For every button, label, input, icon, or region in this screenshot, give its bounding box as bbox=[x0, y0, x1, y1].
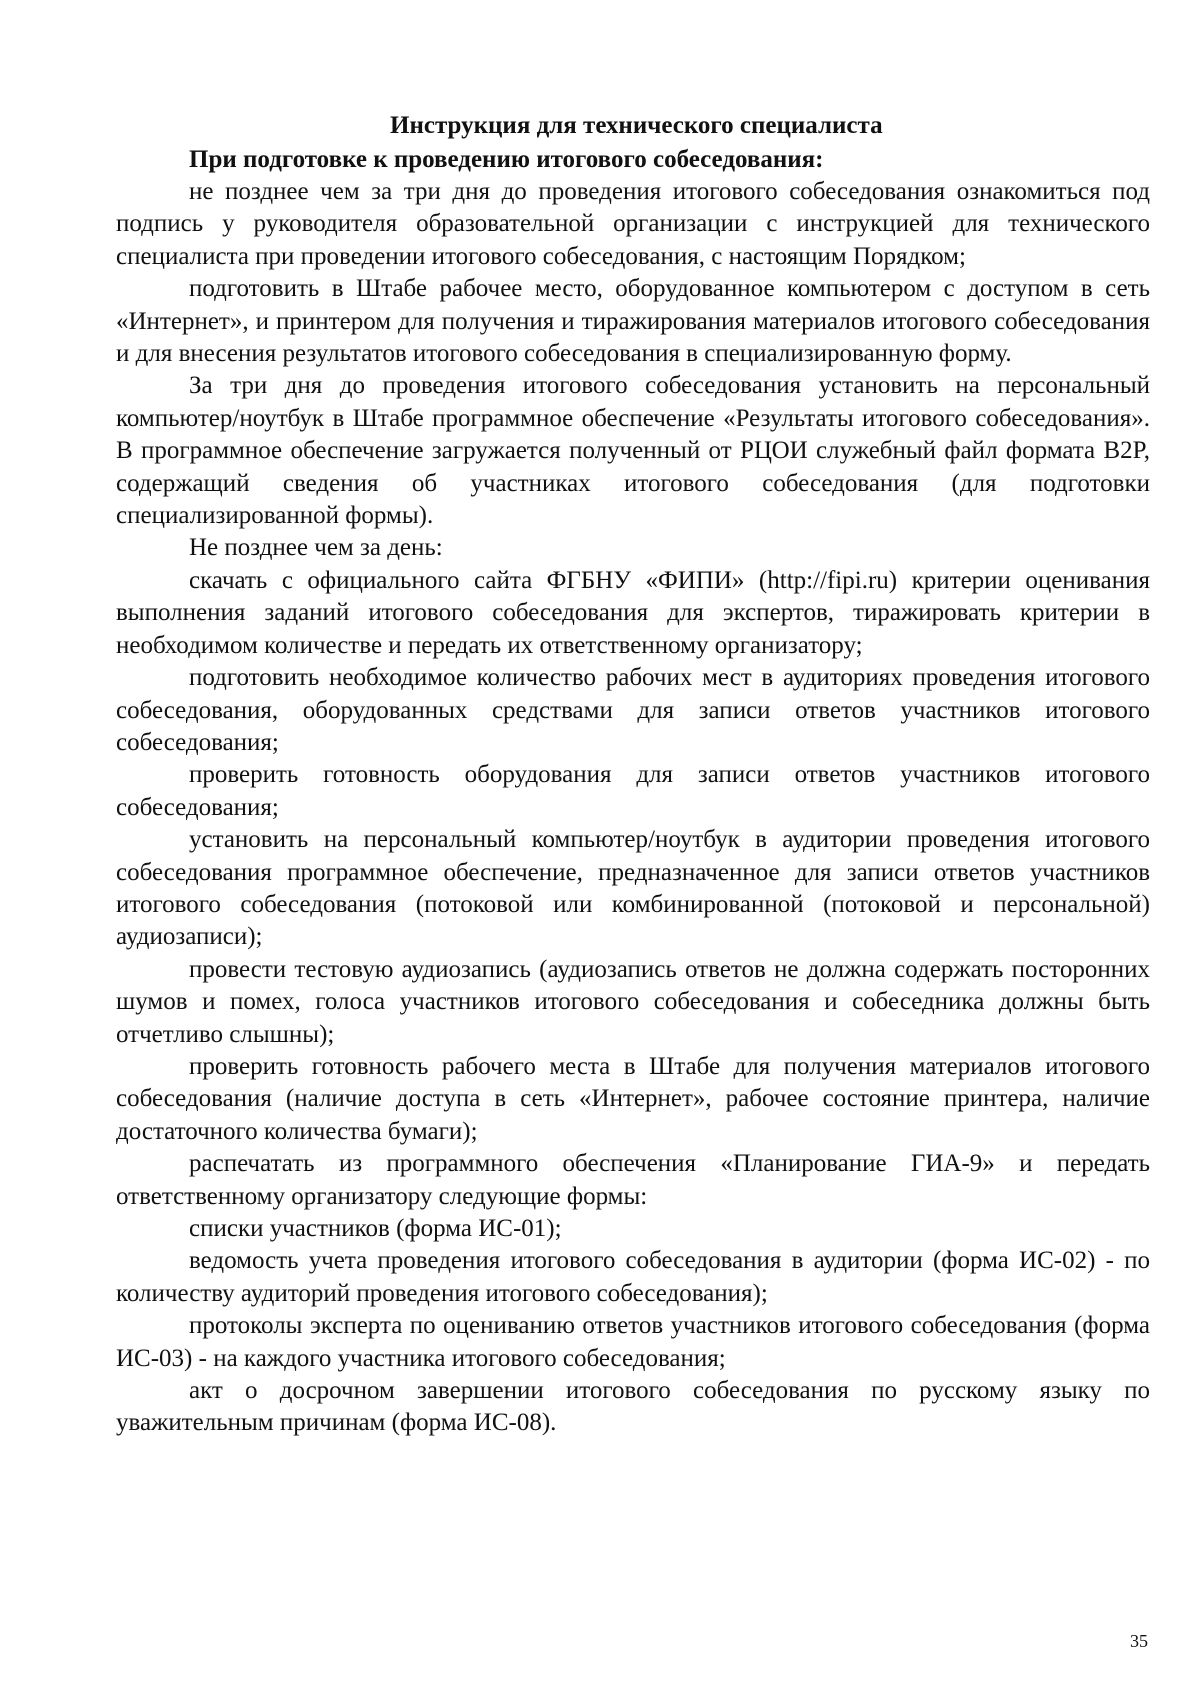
document-body bbox=[116, 176, 1150, 1440]
paragraph-install-software: За три дня до проведения итогового собеседования установить на персональный компьютер/ноутбук в Штабе программное обеспечение «Результаты итогового собеседования». В программное обеспечение загружается полученный от РЦОИ служебный файл формата B2P, содержащий сведения об участниках итогового собеседования (для подготовки специализированной формы). bbox=[116, 372, 1150, 530]
paragraph-day-before: Не позднее чем за день: bbox=[189, 534, 443, 562]
paragraph-download-criteria: скачать с официального сайта ФГБНУ «ФИПИ» (http://fipi.ru) критерии оценивания выполнения заданий итогового собеседования для экспертов, тиражировать критерии в необходимом количестве и передать их ответственному организатору; bbox=[116, 566, 1150, 659]
document-title: Инструкция для технического специалиста bbox=[390, 112, 883, 139]
paragraph-check-headquarters: проверить готовность рабочего места в Штабе для получения материалов итогового собеседования (наличие доступа в сеть «Интернет», рабочее состояние принтера, наличие достаточного количества бумаги); bbox=[116, 1052, 1150, 1145]
paragraph-test-recording: провести тестовую аудиозапись (аудиозапись ответов не должна содержать посторонних шумов и помех, голоса участников итогового собеседования и собеседника должны быть отчетливо слышны); bbox=[116, 955, 1150, 1048]
paragraph-prepare-workplaces: подготовить необходимое количество рабочих мест в аудиториях проведения итогового собеседования, оборудованных средствами для записи ответов участников итогового собеседования; bbox=[116, 664, 1150, 756]
paragraph-familiarize: не позднее чем за три дня до проведения итогового собеседования ознакомиться под подпись у руководителя образовательной организации с инструкцией для технического специалиста при проведении итогового собеседования, с настоящим Порядком; bbox=[116, 178, 1150, 270]
document-page bbox=[116, 110, 1150, 1440]
paragraph-print-forms: распечатать из программного обеспечения «Планирование ГИА-9» и передать ответственному организатору следующие формы: bbox=[116, 1150, 1150, 1210]
paragraph-form-is08: акт о досрочном завершении итогового собеседования по русскому языку по уважительным причинам (форма ИС-08). bbox=[116, 1377, 1150, 1437]
paragraph-form-is01: списки участников (форма ИС-01); bbox=[189, 1215, 562, 1242]
paragraph-form-is03: протоколы эксперта по оцениванию ответов участников итогового собеседования (форма ИС-03) - на каждого участника итогового собеседования; bbox=[116, 1312, 1150, 1372]
paragraph-check-equipment: проверить готовность оборудования для записи ответов участников итогового собеседования; bbox=[116, 761, 1150, 821]
page-number: 35 bbox=[1130, 1631, 1148, 1651]
paragraph-install-recording: установить на персональный компьютер/ноутбук в аудитории проведения итогового собеседования программное обеспечение, предназначенное для записи ответов участников итогового собеседования (потоковой или комбинированной (потоковой и персональной) аудиозаписи); bbox=[116, 826, 1150, 951]
paragraph-workplace: подготовить в Штабе рабочее место, оборудованное компьютером с доступом в сеть «Интернет», и принтером для получения и тиражирования материалов итогового собеседования и для внесения результатов итогового собеседования в специализированную форму. bbox=[116, 275, 1150, 368]
paragraph-form-is02: ведомость учета проведения итогового собеседования в аудитории (форма ИС-02) - по количеству аудиторий проведения итогового собеседования); bbox=[116, 1247, 1150, 1307]
section-heading: При подготовке к проведению итогового собеседования: bbox=[189, 146, 824, 173]
